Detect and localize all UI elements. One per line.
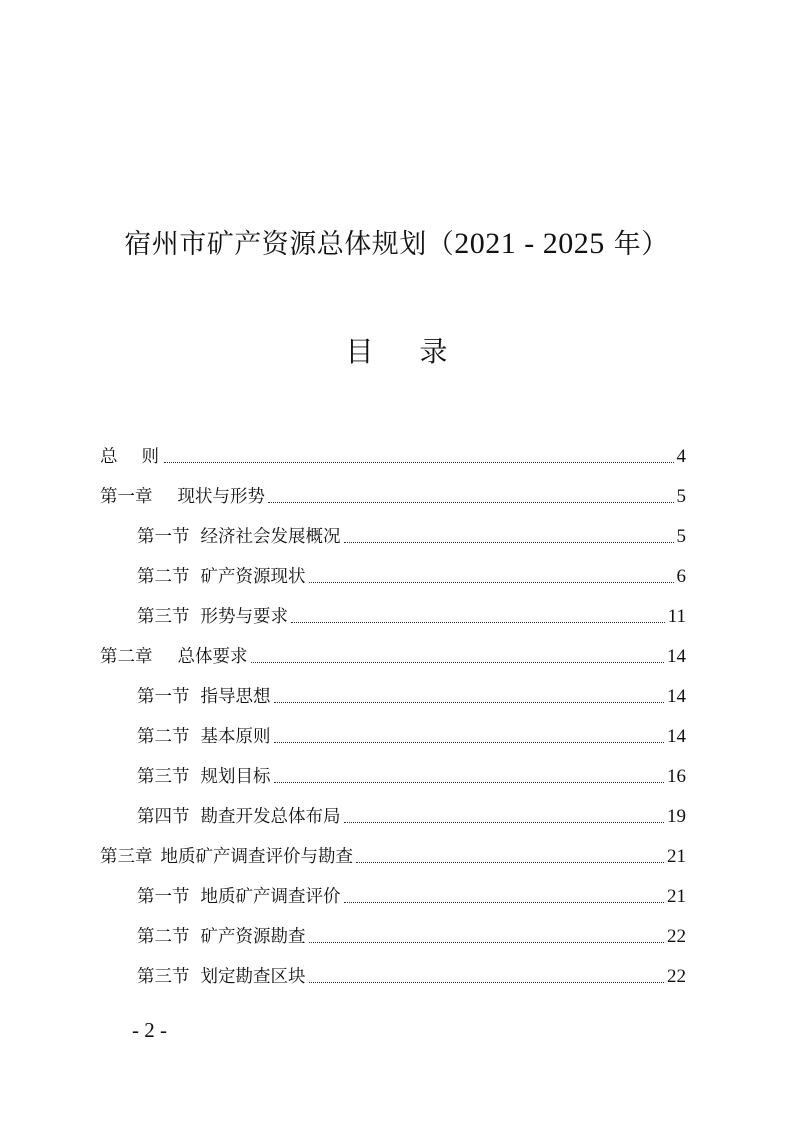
toc-entry-title: 总则 [100,447,183,467]
title-years: 2021 - 2025 [454,227,605,260]
toc-leader [164,462,674,463]
toc-entry[interactable] [100,468,686,508]
toc-leader [309,942,665,943]
toc-entry[interactable] [100,508,686,548]
toc-entry-number: 第三节 [137,967,190,987]
toc-entry[interactable] [100,668,686,708]
toc-page-number: 22 [667,926,686,947]
table-of-contents [100,428,686,988]
toc-entry[interactable] [100,948,686,988]
toc-entry-title: 现状与形势 [177,487,265,507]
toc-leader [274,702,665,703]
title-main: 宿州市矿产资源总体规划（ [124,229,455,260]
toc-entry-number: 第二节 [137,927,190,947]
toc-entry-number: 第一章 [100,487,153,507]
document-title [0,222,793,261]
toc-entry-title: 地质矿产调查评价与勘查 [160,847,353,867]
toc-page-number: 16 [667,766,686,787]
toc-entry-title: 地质矿产调查评价 [200,887,341,907]
toc-page-number: 5 [676,526,686,547]
toc-leader [344,902,665,903]
toc-page-number: 6 [676,566,686,587]
toc-entry-title: 基本原则 [200,727,271,747]
toc-entry-number: 第三节 [137,767,190,787]
toc-entry[interactable] [100,708,686,748]
toc-leader [274,742,665,743]
toc-entry[interactable] [100,748,686,788]
toc-page-number: 11 [667,606,686,627]
toc-entry-number: 第四节 [137,807,190,827]
toc-leader [356,862,664,863]
toc-entry-number: 第二章 [100,647,153,667]
toc-entry-title: 规划目标 [200,767,271,787]
toc-entry-title: 勘查开发总体布局 [200,807,341,827]
toc-entry-number: 第二节 [137,567,190,587]
toc-entry[interactable] [100,628,686,668]
toc-entry-number: 第三节 [137,607,190,627]
toc-entry[interactable] [100,908,686,948]
toc-entry[interactable] [100,588,686,628]
toc-leader [291,622,665,623]
toc-entry-title: 经济社会发展概况 [200,527,341,547]
toc-leader [344,542,674,543]
toc-entry-number: 第三章 [100,847,153,867]
toc-entry-title: 划定勘查区块 [200,967,306,987]
toc-entry[interactable] [100,548,686,588]
toc-entry-number: 第一节 [137,527,190,547]
toc-page-number: 5 [676,486,686,507]
toc-entry-number: 第一节 [137,687,190,707]
toc-entry[interactable] [100,788,686,828]
toc-entry[interactable] [100,868,686,908]
toc-entry-title: 矿产资源现状 [200,567,306,587]
toc-heading: 目录 [345,335,494,368]
toc-leader [274,782,665,783]
toc-entry-title: 总体要求 [177,647,248,667]
toc-leader [268,502,674,503]
toc-entry-title: 指导思想 [200,687,271,707]
toc-entry-number: 第一节 [137,887,190,907]
toc-leader [309,982,665,983]
toc-page-number: 14 [667,726,686,747]
toc-page-number: 19 [667,806,686,827]
toc-entry-title: 形势与要求 [200,607,288,627]
toc-page-number: 4 [676,446,686,467]
toc-page-number: 22 [667,966,686,987]
toc-page-number: 21 [667,886,686,907]
page-number-footer: - 2 - [132,1018,167,1042]
title-end: 年） [604,229,669,260]
toc-entry-title: 矿产资源勘查 [200,927,306,947]
toc-entry[interactable] [100,828,686,868]
toc-page-number: 14 [667,686,686,707]
toc-entry[interactable] [100,428,686,468]
toc-leader [251,662,665,663]
toc-page-number: 21 [667,846,686,867]
toc-page-number: 14 [667,646,686,667]
toc-leader [344,822,665,823]
toc-leader [309,582,674,583]
toc-entry-number: 第二节 [137,727,190,747]
